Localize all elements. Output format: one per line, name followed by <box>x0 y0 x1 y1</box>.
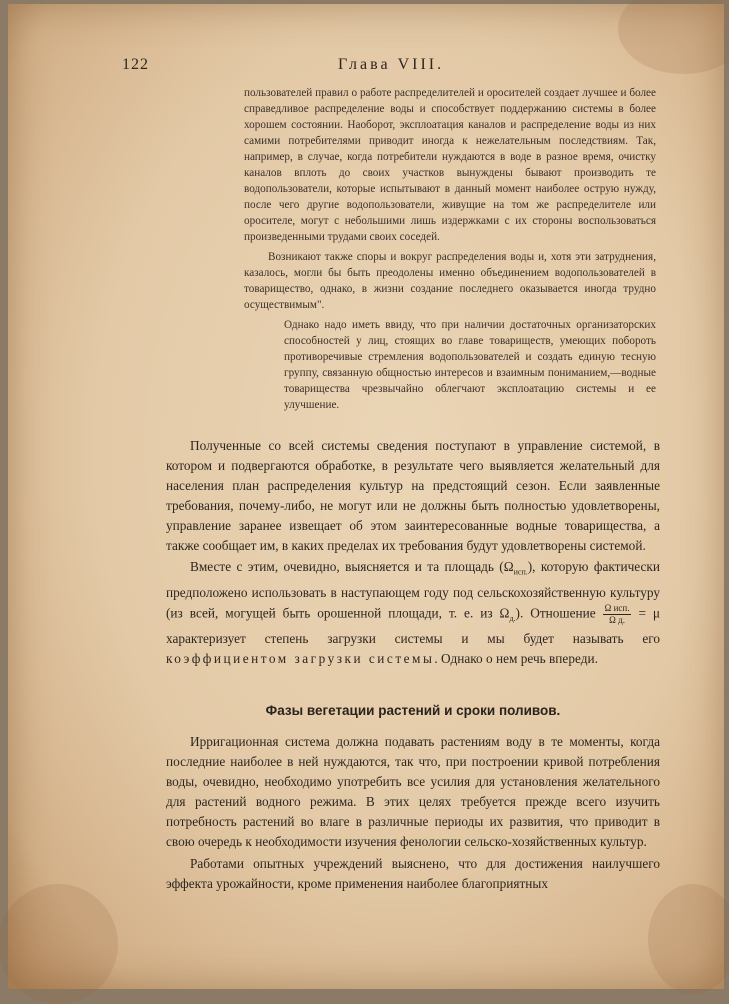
chapter-title: Глава VIII. <box>338 56 445 73</box>
subscript: д. <box>509 613 516 623</box>
ratio-fraction <box>603 603 632 626</box>
paper-stain <box>0 884 118 1004</box>
main-text-run: Вместе с этим, очевидно, выясняется и та площадь (Ω <box>190 559 514 574</box>
page-header <box>8 56 724 78</box>
paper-stain <box>648 884 729 994</box>
section-text <box>166 732 660 894</box>
section-heading: Фазы вегетации растений и сроки поливов. <box>265 703 561 718</box>
main-text <box>166 436 660 669</box>
main-paragraph-1: Полученные со всей системы сведения поступают в управление системой, в котором и подвергаются обработке, в результате чего выявляется желательный для населения план распределения культур на предстоящий сезон. Если заявленные требования, почему-либо, не могут или не должны быть полностью удовлетворены, управление заранее извещает об этом заинтересованные водные товарищества, а также сообщает им, в каких пределах их требования будут удовлетворены системой. <box>166 438 660 553</box>
subscript: исп. <box>513 567 528 577</box>
quote-paragraph-1: пользователей правил о работе распределителей и оросителей создает лучшее и более справедливое распределение воды и способствует поддержанию системы в более хорошем состоянии. Наоборот, эксплоатация каналов и распределение воды из них самими потребителями приводит иногда к нежелательным последствиям. Так, например, в случае, когда потребители нуждаются в воде в разное время, очистку каналов вплоть до своих участков вынуждены бывают производить те водопользователи, которые испытывают в данный момент наиболее острую нужду, после чего другие водопользователи, живущие на том же распределителе или оросителе, могут с небольшими лишь издержками с их стороны воспользоваться произведенными трудами своих соседей. <box>244 87 656 243</box>
quote-paragraph-2: Возникают также споры и вокруг распределения воды и, хотя эти затруднения, казалось, могли бы быть преодолены именно объединением водопользователей в товарищество, однако, в жизни создание последнего оказывается иногда трудно осуществимым". <box>244 251 656 311</box>
page-number: 122 <box>122 56 149 73</box>
fraction-denominator: Ω д. <box>609 614 625 625</box>
emphasized-term: коэффициентом загрузки системы <box>166 650 435 666</box>
main-text-run: = μ характеризует степень загрузки системы и мы будет называть его <box>166 605 661 646</box>
main-paragraph-2 <box>166 557 660 669</box>
main-text-run: ). Отношение <box>515 605 596 621</box>
section-paragraph-2: Работами опытных учреждений выяснено, что для достижения наилучшего эффекта урожайности, кроме применения наиболее благоприятных <box>166 856 660 891</box>
section-paragraph-1: Ирригационная система должна подавать растениям воду в те моменты, когда последние наиболее в ней нуждаются, так что, при построении кривой потребления воды, очевидно, необходимо употребить все усилия для установления желательного для растений водного режима. В этих целях требуется прежде всего изучить потребность растений во влаге в различные периоды их развития, что приводит в свою очередь к необходимости изучения фенологии сельско-хозяйственных культур. <box>166 734 660 849</box>
main-text-run: . Однако о нем речь впереди. <box>434 650 598 666</box>
quoted-block <box>244 85 656 413</box>
document-page <box>8 4 724 989</box>
main-text-run: ), которую фактически предположено использовать в наступающем году под сельскохозяйственную культуру (из всей, могущей быть орошенной площади, т. е. из Ω <box>166 559 660 621</box>
quote-paragraph-3: Однако надо иметь ввиду, что при наличии достаточных организаторских способностей у лиц, стоящих во главе товариществ, умеющих побороть противоречивые стремления водопользователей и создать единую тесную группу, связанную общностью интересов и взаимным пониманием,—водные товарищества чрезвычайно облегчают эксплоатацию системы и ее улучшение. <box>284 319 656 411</box>
fraction-numerator: Ω исп. <box>604 602 630 613</box>
